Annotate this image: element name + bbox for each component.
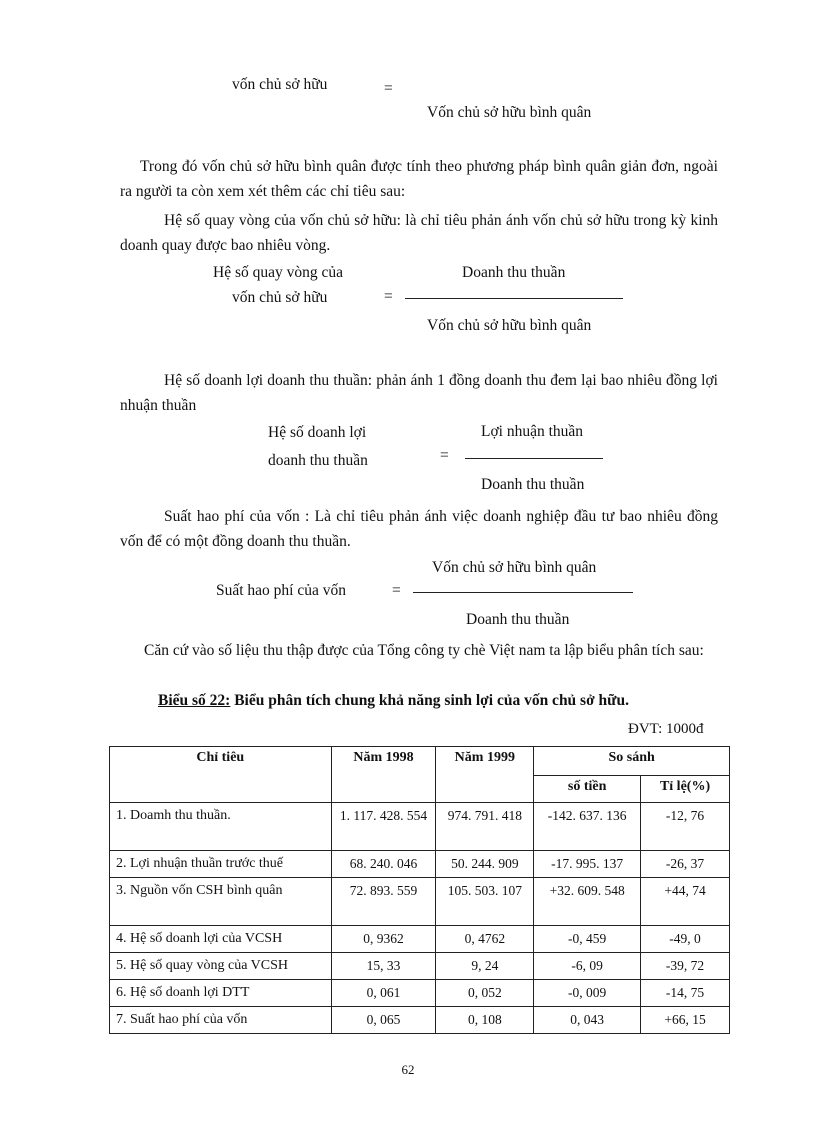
cell-ratio: -49, 0	[641, 926, 730, 953]
roe-formula-denominator: Vốn chủ sở hữu bình quân	[427, 104, 592, 121]
table-row	[110, 953, 730, 980]
table-row	[110, 878, 730, 926]
table-caption-label: Biểu số 22:	[158, 692, 231, 709]
header-compare: So sánh	[534, 747, 730, 776]
paragraph-turnover-definition: Hệ số quay vòng của vốn chủ sở hữu: là chỉ tiêu phản ánh vốn chủ sở hữu trong kỳ kinh doanh quay được bao nhiêu vòng.	[120, 212, 718, 254]
paragraph-cost-definition: Suất hao phí của vốn : Là chỉ tiêu phản ánh việc doanh nghiệp đầu tư bao nhiêu đồng vốn để có một đồng doanh thu thuần.	[120, 508, 718, 550]
margin-formula-lhs-line2: doanh thu thuần	[268, 452, 368, 469]
turnover-formula-numerator: Doanh thu thuần	[462, 264, 566, 281]
paragraph-average-equity: Trong đó vốn chủ sở hữu bình quân được tính theo phương pháp bình quân giản đơn, ngoài ra người ta còn xem xét thêm các chỉ tiêu sau:	[120, 158, 718, 200]
cell-amount: -17. 995. 137	[534, 851, 641, 878]
cell-amount: -0, 009	[534, 980, 641, 1007]
margin-fraction-bar	[465, 458, 603, 459]
row-label: 4. Hệ số doanh lợi của VCSH	[110, 926, 332, 953]
cell-1999: 50. 244. 909	[436, 851, 534, 878]
cell-amount: +32. 609. 548	[534, 878, 641, 926]
margin-formula-denominator: Doanh thu thuần	[481, 476, 585, 493]
row-label: 5. Hệ số quay vòng của VCSH	[110, 953, 332, 980]
table-row	[110, 851, 730, 878]
cell-1999: 105. 503. 107	[436, 878, 534, 926]
cost-formula-equals: =	[392, 582, 401, 599]
margin-formula-lhs-line1: Hệ số doanh lợi	[268, 424, 367, 441]
row-label: 6. Hệ số doanh lợi DTT	[110, 980, 332, 1007]
cell-amount: -0, 459	[534, 926, 641, 953]
cell-1998: 1. 117. 428. 554	[331, 803, 436, 851]
profitability-table	[109, 746, 730, 1034]
table-row	[110, 803, 730, 851]
cell-ratio: +44, 74	[641, 878, 730, 926]
table-caption-title: Biểu phân tích chung khả năng sinh lợi của vốn chủ sở hữu.	[230, 692, 629, 709]
cell-amount: -6, 09	[534, 953, 641, 980]
cell-1998: 0, 065	[331, 1007, 436, 1034]
cell-amount: -142. 637. 136	[534, 803, 641, 851]
cell-ratio: +66, 15	[641, 1007, 730, 1034]
cell-1999: 9, 24	[436, 953, 534, 980]
table-row	[110, 926, 730, 953]
margin-formula-numerator: Lợi nhuận thuần	[481, 423, 584, 440]
cell-1999: 974. 791. 418	[436, 803, 534, 851]
cost-formula-lhs: Suất hao phí của vốn	[216, 582, 347, 599]
margin-formula-equals: =	[440, 447, 449, 464]
cost-formula-denominator: Doanh thu thuần	[466, 611, 570, 628]
roe-formula-lhs: vốn chủ sở hữu	[232, 76, 328, 93]
cell-1998: 0, 9362	[331, 926, 436, 953]
table-unit: ĐVT: 1000đ	[628, 721, 704, 737]
cell-1999: 0, 4762	[436, 926, 534, 953]
turnover-fraction-bar	[405, 298, 623, 299]
paragraph-margin-definition: Hệ số doanh lợi doanh thu thuần: phản ánh 1 đồng doanh thu đem lại bao nhiêu đồng lợi nhuận thuần	[120, 372, 718, 414]
paragraph-table-intro: Căn cứ vào số liệu thu thập được của Tổng công ty chè Việt nam ta lập biểu phân tích sau:	[144, 642, 704, 659]
cell-ratio: -26, 37	[641, 851, 730, 878]
row-label: 1. Doamh thu thuần.	[110, 803, 332, 851]
header-amount: số tiền	[534, 776, 641, 803]
header-year-1998: Năm 1998	[331, 747, 436, 803]
turnover-formula-equals: =	[384, 288, 393, 305]
turnover-formula-lhs-line2: vốn chủ sở hữu	[232, 289, 328, 306]
cell-ratio: -14, 75	[641, 980, 730, 1007]
cell-ratio: -12, 76	[641, 803, 730, 851]
table-caption	[158, 692, 629, 710]
roe-formula-equals: =	[384, 80, 393, 97]
table-row	[110, 980, 730, 1007]
cell-1998: 0, 061	[331, 980, 436, 1007]
cell-1998: 15, 33	[331, 953, 436, 980]
turnover-formula-denominator: Vốn chủ sở hữu bình quân	[427, 317, 592, 334]
cell-amount: 0, 043	[534, 1007, 641, 1034]
page-number: 62	[401, 1062, 415, 1077]
header-year-1999: Năm 1999	[436, 747, 534, 803]
cell-ratio: -39, 72	[641, 953, 730, 980]
header-indicator: Chỉ tiêu	[110, 747, 332, 803]
row-label: 3. Nguồn vốn CSH bình quân	[110, 878, 332, 926]
row-label: 2. Lợi nhuận thuần trước thuế	[110, 851, 332, 878]
cost-fraction-bar	[413, 592, 633, 593]
cell-1999: 0, 052	[436, 980, 534, 1007]
cost-formula-numerator: Vốn chủ sở hữu bình quân	[432, 559, 597, 576]
row-label: 7. Suất hao phí của vốn	[110, 1007, 332, 1034]
header-ratio: Tỉ lệ(%)	[641, 776, 730, 803]
cell-1998: 68. 240. 046	[331, 851, 436, 878]
cell-1998: 72. 893. 559	[331, 878, 436, 926]
table-row	[110, 1007, 730, 1034]
turnover-formula-lhs-line1: Hệ số quay vòng của	[213, 264, 343, 281]
cell-1999: 0, 108	[436, 1007, 534, 1034]
